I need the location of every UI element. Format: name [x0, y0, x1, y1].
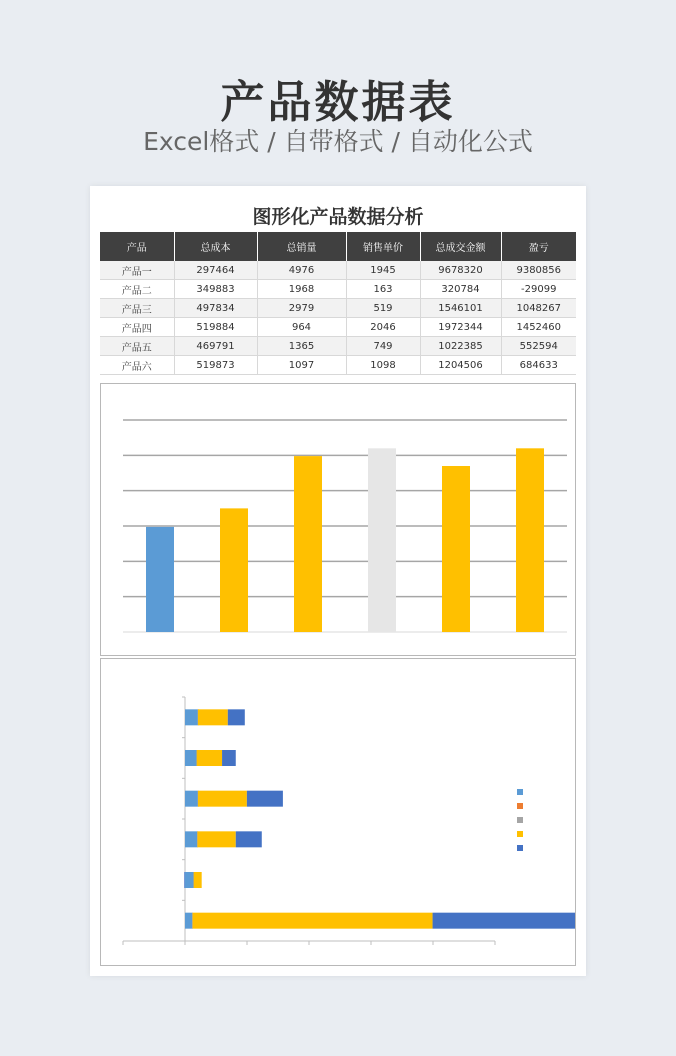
table-cell[interactable]: 320784	[420, 280, 501, 299]
bar-segment	[185, 872, 194, 888]
legend-swatch	[517, 803, 523, 809]
stacked-bar-chart[interactable]	[100, 658, 576, 966]
bar-segment	[198, 709, 228, 725]
bar-segment	[197, 831, 235, 847]
bar-segment	[185, 750, 197, 766]
table-row	[100, 337, 576, 356]
bar-segment	[197, 750, 222, 766]
table-cell[interactable]: 964	[257, 318, 346, 337]
table-row	[100, 318, 576, 337]
legend-swatch	[517, 845, 523, 851]
legend-swatch	[517, 817, 523, 823]
column-header[interactable]: 总成交金额	[420, 232, 501, 261]
bar	[146, 527, 174, 632]
column-header[interactable]: 总销量	[257, 232, 346, 261]
table-cell[interactable]: 1098	[346, 356, 420, 375]
bar-segment	[236, 831, 262, 847]
stacked-bar-chart-svg	[101, 659, 575, 965]
bar-segment	[185, 791, 198, 807]
bar-segment	[228, 709, 245, 725]
table-row	[100, 356, 576, 375]
table-cell[interactable]: 297464	[174, 261, 257, 280]
legend-swatch	[517, 831, 523, 837]
column-header[interactable]: 产品	[100, 232, 174, 261]
table-cell[interactable]: 552594	[501, 337, 576, 356]
table-cell[interactable]: 469791	[174, 337, 257, 356]
product-data-table	[100, 232, 576, 375]
bar-segment	[185, 709, 198, 725]
table-cell[interactable]: 9380856	[501, 261, 576, 280]
table-cell[interactable]: 1365	[257, 337, 346, 356]
table-cell[interactable]: 1968	[257, 280, 346, 299]
table-cell[interactable]: 497834	[174, 299, 257, 318]
bar-segment	[194, 872, 202, 888]
table-cell[interactable]: 163	[346, 280, 420, 299]
table-cell[interactable]: 684633	[501, 356, 576, 375]
table-row	[100, 280, 576, 299]
table-cell[interactable]: 产品一	[100, 261, 174, 280]
table-cell[interactable]: 产品四	[100, 318, 174, 337]
table-cell[interactable]: 9678320	[420, 261, 501, 280]
cost-column-chart[interactable]	[100, 383, 576, 656]
table-cell[interactable]: 749	[346, 337, 420, 356]
table-cell[interactable]: 2979	[257, 299, 346, 318]
table-cell[interactable]: 1452460	[501, 318, 576, 337]
table-row	[100, 299, 576, 318]
table-cell[interactable]: 1204506	[420, 356, 501, 375]
page-subtitle: Excel格式 / 自带格式 / 自动化公式	[143, 127, 533, 156]
spreadsheet-sheet	[90, 186, 586, 976]
bar-segment	[247, 791, 283, 807]
bar-segment	[193, 913, 433, 929]
bar	[368, 448, 396, 632]
bar	[294, 456, 322, 632]
table-cell[interactable]: 2046	[346, 318, 420, 337]
bar-segment	[185, 913, 192, 929]
column-header[interactable]: 盈亏	[501, 232, 576, 261]
table-cell[interactable]: 1546101	[420, 299, 501, 318]
table-cell[interactable]: 1022385	[420, 337, 501, 356]
table-cell[interactable]: 1048267	[501, 299, 576, 318]
bar-segment	[185, 831, 197, 847]
table-cell[interactable]: 1097	[257, 356, 346, 375]
bar-segment	[184, 872, 185, 888]
column-header[interactable]: 总成本	[174, 232, 257, 261]
cost-column-chart-svg	[101, 384, 575, 655]
table-cell[interactable]: 产品二	[100, 280, 174, 299]
bar	[220, 508, 248, 632]
table-cell[interactable]: -29099	[501, 280, 576, 299]
table-cell[interactable]: 519884	[174, 318, 257, 337]
table-cell[interactable]: 349883	[174, 280, 257, 299]
column-header[interactable]: 销售单价	[346, 232, 420, 261]
bar-segment	[222, 750, 236, 766]
sheet-title: 图形化产品数据分析	[252, 206, 424, 228]
table-cell[interactable]: 1945	[346, 261, 420, 280]
page-title: 产品数据表	[220, 77, 456, 128]
table-cell[interactable]: 4976	[257, 261, 346, 280]
bar-segment	[433, 913, 575, 929]
bar	[442, 466, 470, 632]
table-cell[interactable]: 519	[346, 299, 420, 318]
table-cell[interactable]: 产品六	[100, 356, 174, 375]
table-cell[interactable]: 产品五	[100, 337, 174, 356]
table-cell[interactable]: 519873	[174, 356, 257, 375]
bar-segment	[198, 791, 247, 807]
table-row	[100, 261, 576, 280]
table-cell[interactable]: 1972344	[420, 318, 501, 337]
table-cell[interactable]: 产品三	[100, 299, 174, 318]
table-header-row	[100, 232, 576, 261]
bar	[516, 448, 544, 632]
legend-swatch	[517, 789, 523, 795]
